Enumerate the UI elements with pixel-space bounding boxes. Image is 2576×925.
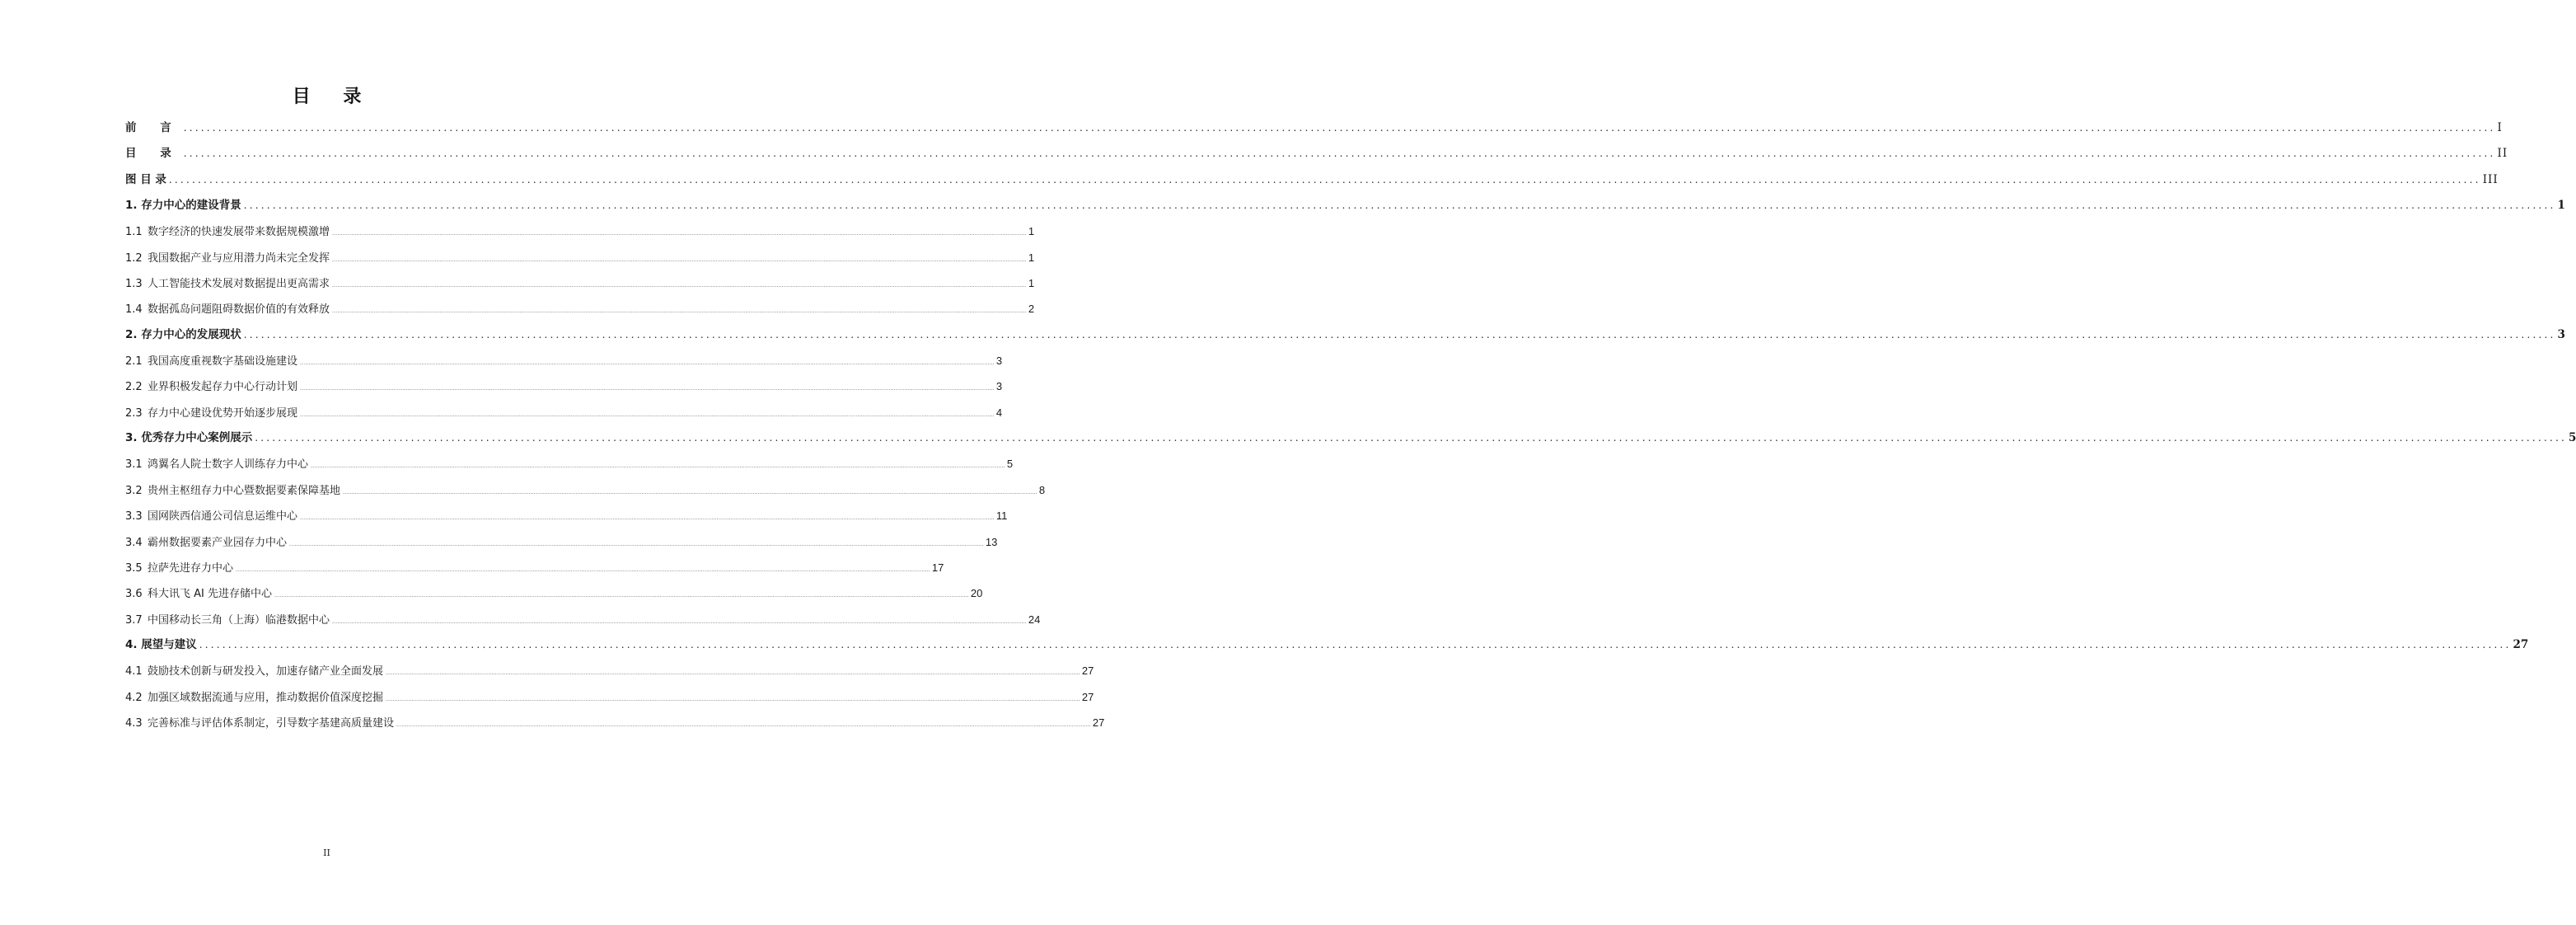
toc-dot-leader: ................................................................................................................................................................................................................................................................................................................................................................................................................ bbox=[311, 463, 1005, 470]
toc-section-number: 3.4 bbox=[125, 536, 143, 549]
page-title: 目 录 bbox=[292, 87, 375, 107]
toc-chapter-entry[interactable] bbox=[125, 632, 2529, 658]
toc-entry-label bbox=[125, 504, 297, 529]
toc-page-number: III bbox=[2482, 172, 2499, 186]
toc-section-number: 4.2 bbox=[125, 691, 143, 704]
toc-page-number: 5 bbox=[2569, 431, 2576, 445]
toc-dot-leader: ................................................................................................................................................................................................................................................................................................................................................................................................................ bbox=[396, 721, 1091, 728]
toc-section-entry[interactable] bbox=[125, 529, 998, 555]
toc-page-number: 1 bbox=[1028, 277, 1035, 290]
toc-entry-label bbox=[125, 556, 233, 581]
toc-page-number: 4 bbox=[995, 406, 1003, 419]
toc-section-entry[interactable] bbox=[125, 477, 1046, 503]
toc-page-number: 11 bbox=[995, 509, 1008, 523]
toc-entry-label: 1. 存力中心的建设背景 bbox=[125, 199, 241, 213]
toc-section-entry[interactable] bbox=[125, 348, 1003, 373]
toc-section-entry[interactable] bbox=[125, 218, 1035, 244]
toc-entry-label bbox=[125, 581, 272, 607]
toc-dot-leader: ................................................................................................................................................................................................................................................................................................................................................................................................................ bbox=[289, 541, 984, 547]
toc-section-title: 拉萨先进存力中心 bbox=[148, 561, 234, 575]
toc-entry-label: 目 录 bbox=[125, 147, 181, 161]
toc-entry-label bbox=[125, 271, 330, 297]
toc-dot-leader: ................................................................................................................................................................................................................................................................................................................................................................................................................ bbox=[332, 231, 1027, 237]
toc-page-number: 8 bbox=[1038, 483, 1046, 496]
toc-section-title: 完善标准与评估体系制定，引导数字基建高质量建设 bbox=[148, 716, 395, 730]
toc-dot-leader: ................................................................................................................................................................................................................................................................................................................................................................................................................ bbox=[332, 308, 1027, 315]
toc-page-number: II bbox=[2497, 147, 2508, 161]
toc-page-number: 27 bbox=[1092, 716, 1105, 729]
toc-page-number: 1 bbox=[1028, 225, 1035, 238]
toc-entry-label bbox=[125, 530, 287, 556]
toc-section-entry[interactable] bbox=[125, 607, 1041, 632]
toc-section-entry[interactable] bbox=[125, 400, 1003, 425]
toc-section-number: 2.1 bbox=[125, 355, 143, 369]
toc-entry-label: 前 言 bbox=[125, 121, 181, 134]
toc-chapter-entry[interactable] bbox=[125, 193, 2565, 218]
toc-section-number: 3.2 bbox=[125, 484, 143, 497]
toc-page-number: 3 bbox=[2557, 327, 2565, 341]
toc-section-title: 人工智能技术发展对数据提出更高需求 bbox=[148, 278, 330, 291]
toc-section-number: 3.1 bbox=[125, 458, 143, 472]
toc-section-number: 1.2 bbox=[125, 251, 143, 265]
toc-section-number: 2.3 bbox=[125, 406, 143, 420]
toc-section-entry[interactable] bbox=[125, 451, 1014, 477]
toc-page-number: 24 bbox=[1028, 613, 1041, 626]
toc-entry-label: 2. 存力中心的发展现状 bbox=[125, 327, 241, 341]
toc-page-number: 27 bbox=[1081, 664, 1094, 678]
toc-section-number: 4.3 bbox=[125, 716, 143, 730]
toc-entry-label bbox=[125, 608, 330, 633]
toc-section-number: 3.6 bbox=[125, 588, 143, 601]
toc-section-number: 1.3 bbox=[125, 278, 143, 291]
toc-section-number: 4.1 bbox=[125, 665, 143, 678]
toc-dot-leader: ................................................................................................................................................................................................................................................................................................................................................................................................................ bbox=[343, 489, 1037, 495]
toc-chapter-entry[interactable] bbox=[125, 425, 2576, 451]
toc-section-number: 2.2 bbox=[125, 381, 143, 394]
toc-section-title: 鼓励技术创新与研发投入，加速存储产业全面发展 bbox=[148, 665, 384, 678]
toc-section-entry[interactable] bbox=[125, 555, 944, 580]
toc-dot-leader: ................................................................................................................................................................................................................................................................................................................................................................................................................ bbox=[183, 148, 2496, 160]
toc-section-entry[interactable] bbox=[125, 580, 983, 606]
toc-dot-leader: ................................................................................................................................................................................................................................................................................................................................................................................................................ bbox=[332, 283, 1027, 289]
toc-dot-leader: ................................................................................................................................................................................................................................................................................................................................................................................................................ bbox=[243, 200, 2556, 212]
toc-entry-label: 图 目 录 bbox=[125, 172, 166, 186]
toc-entry-label bbox=[125, 297, 330, 322]
toc-section-entry[interactable] bbox=[125, 710, 1105, 735]
toc-section-number: 1.1 bbox=[125, 226, 143, 239]
toc-section-number: 3.7 bbox=[125, 613, 143, 627]
toc-page-number: 2 bbox=[1028, 303, 1035, 316]
toc-chapter-entry[interactable] bbox=[125, 115, 2503, 141]
toc-entry-label bbox=[125, 374, 297, 400]
toc-entry-label: 3. 优秀存力中心案例展示 bbox=[125, 431, 253, 445]
toc-dot-leader: ................................................................................................................................................................................................................................................................................................................................................................................................................ bbox=[168, 173, 2481, 185]
toc-chapter-entry[interactable] bbox=[125, 141, 2508, 167]
toc-section-entry[interactable] bbox=[125, 245, 1035, 270]
toc-dot-leader: ................................................................................................................................................................................................................................................................................................................................................................................................................ bbox=[274, 593, 969, 599]
toc-dot-leader: ................................................................................................................................................................................................................................................................................................................................................................................................................ bbox=[300, 515, 995, 522]
toc-entry-label bbox=[125, 478, 340, 504]
toc-entry-label bbox=[125, 401, 297, 426]
toc-page-number: 13 bbox=[985, 535, 998, 548]
toc-entry-label bbox=[125, 685, 383, 711]
toc-entry-label bbox=[125, 711, 394, 736]
toc-entry-label bbox=[125, 246, 330, 271]
toc-section-title: 贵州主枢纽存力中心暨数据要素保障基地 bbox=[148, 484, 341, 497]
toc-section-title: 加强区域数据流通与应用，推动数据价值深度挖掘 bbox=[148, 691, 384, 704]
toc-section-title: 科大讯飞 AI 先进存储中心 bbox=[148, 588, 272, 601]
toc-dot-leader: ................................................................................................................................................................................................................................................................................................................................................................................................................ bbox=[300, 411, 995, 418]
toc-section-title: 数字经济的快速发展带来数据规模激增 bbox=[148, 226, 330, 239]
toc-page-number: 1 bbox=[2557, 199, 2565, 213]
page-number: II bbox=[323, 848, 330, 858]
toc-entry-label bbox=[125, 659, 383, 684]
toc-page-number: 3 bbox=[995, 355, 1003, 368]
toc-section-number: 3.5 bbox=[125, 561, 143, 575]
toc-section-title: 存力中心建设优势开始逐步展现 bbox=[148, 406, 298, 420]
table-of-contents bbox=[125, 115, 2576, 735]
toc-page-number: 1 bbox=[1028, 251, 1035, 264]
toc-dot-leader: ................................................................................................................................................................................................................................................................................................................................................................................................................ bbox=[255, 432, 2568, 444]
toc-section-entry[interactable] bbox=[125, 684, 1094, 710]
toc-dot-leader: ................................................................................................................................................................................................................................................................................................................................................................................................................ bbox=[243, 328, 2556, 340]
toc-section-title: 数据孤岛问题阻碍数据价值的有效释放 bbox=[148, 303, 330, 317]
toc-entry-label: 4. 展望与建议 bbox=[125, 637, 197, 651]
toc-page-number: 20 bbox=[970, 587, 983, 600]
toc-page-number: 3 bbox=[995, 380, 1003, 393]
toc-entry-label bbox=[125, 219, 330, 245]
toc-dot-leader: ................................................................................................................................................................................................................................................................................................................................................................................................................ bbox=[236, 566, 930, 573]
toc-chapter-entry[interactable] bbox=[125, 322, 2565, 348]
toc-entry-label bbox=[125, 349, 297, 374]
toc-section-number: 1.4 bbox=[125, 303, 143, 317]
toc-dot-leader: ................................................................................................................................................................................................................................................................................................................................................................................................................ bbox=[332, 618, 1027, 625]
toc-page-number: 17 bbox=[931, 561, 944, 574]
toc-section-title: 霸州数据要素产业园存力中心 bbox=[148, 536, 288, 549]
toc-section-title: 我国数据产业与应用潜力尚未完全发挥 bbox=[148, 251, 330, 265]
toc-section-title: 鸿翼名人院士数字人训练存力中心 bbox=[148, 458, 309, 472]
toc-dot-leader: ................................................................................................................................................................................................................................................................................................................................................................................................................ bbox=[183, 122, 2496, 134]
toc-section-entry[interactable] bbox=[125, 270, 1035, 296]
toc-section-title: 国网陕西信通公司信息运维中心 bbox=[148, 510, 298, 524]
toc-section-entry[interactable] bbox=[125, 296, 1035, 322]
toc-entry-label bbox=[125, 452, 308, 477]
toc-section-entry[interactable] bbox=[125, 373, 1003, 399]
toc-chapter-entry[interactable] bbox=[125, 167, 2499, 193]
toc-section-number: 3.3 bbox=[125, 510, 143, 524]
toc-section-title: 业界积极发起存力中心行动计划 bbox=[148, 381, 298, 394]
toc-dot-leader: ................................................................................................................................................................................................................................................................................................................................................................................................................ bbox=[332, 256, 1027, 263]
toc-dot-leader: ................................................................................................................................................................................................................................................................................................................................................................................................................ bbox=[300, 360, 995, 367]
toc-page-number: 27 bbox=[1081, 690, 1094, 703]
toc-page-number: 27 bbox=[2513, 637, 2529, 651]
toc-dot-leader: ................................................................................................................................................................................................................................................................................................................................................................................................................ bbox=[199, 638, 2512, 650]
toc-dot-leader: ................................................................................................................................................................................................................................................................................................................................................................................................................ bbox=[386, 696, 1080, 702]
toc-section-entry[interactable] bbox=[125, 658, 1094, 683]
toc-page-number: 5 bbox=[1006, 458, 1014, 471]
toc-dot-leader: ................................................................................................................................................................................................................................................................................................................................................................................................................ bbox=[386, 670, 1080, 677]
toc-section-entry[interactable] bbox=[125, 503, 1008, 528]
toc-dot-leader: ................................................................................................................................................................................................................................................................................................................................................................................................................ bbox=[300, 386, 995, 392]
toc-section-title: 中国移动长三角（上海）临港数据中心 bbox=[148, 613, 330, 627]
toc-page-number: I bbox=[2497, 121, 2503, 134]
toc-section-title: 我国高度重视数字基础设施建设 bbox=[148, 355, 298, 369]
